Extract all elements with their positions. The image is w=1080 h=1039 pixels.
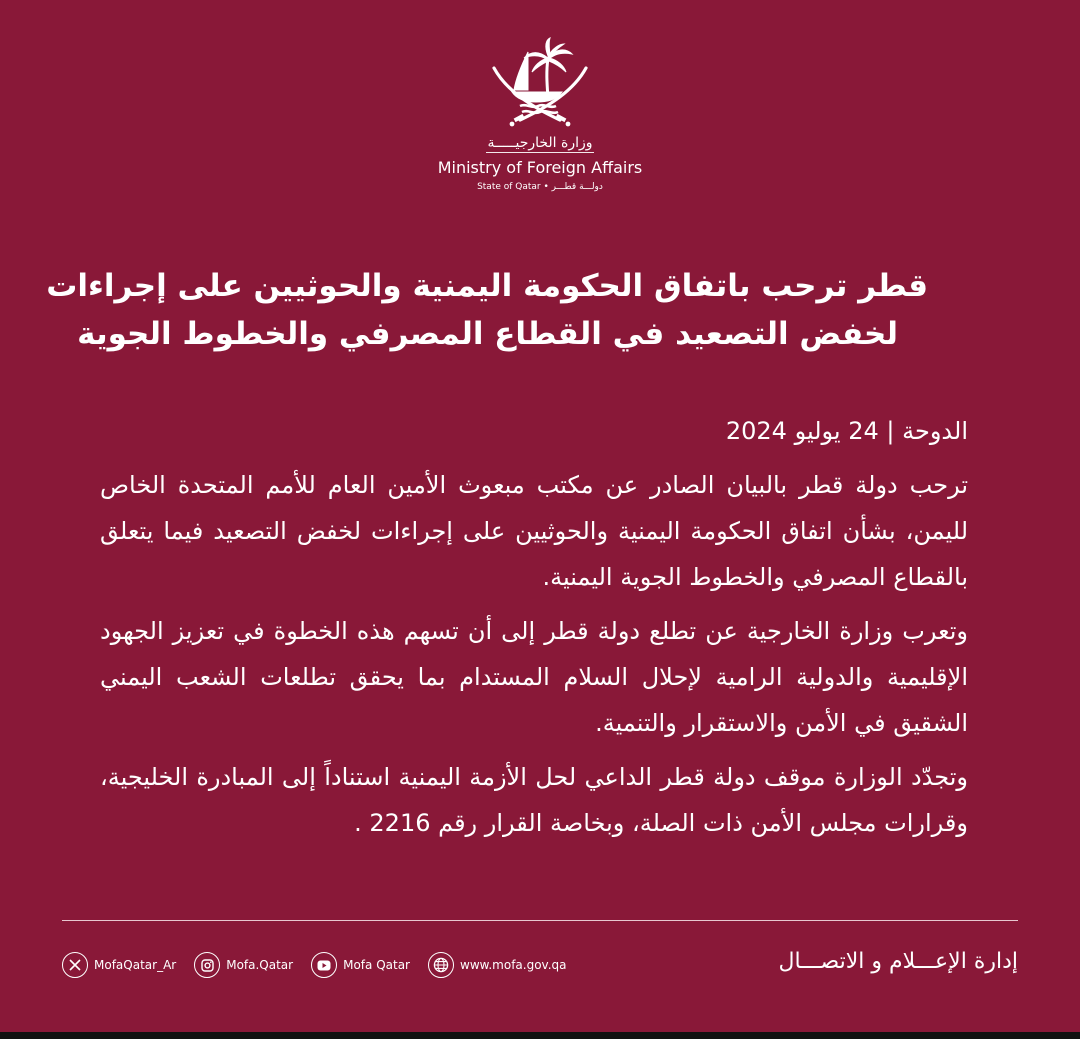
x-icon xyxy=(62,952,88,978)
media-department-label: إدارة الإعـــلام و الاتصـــال xyxy=(778,949,1018,974)
social-link-website[interactable] xyxy=(428,952,567,978)
social-label-instagram: Mofa.Qatar xyxy=(226,958,294,972)
ministry-name-arabic: وزارة الخارجيـــــة xyxy=(487,135,593,151)
body-paragraph-2: وتعرب وزارة الخارجية عن تطلع دولة قطر إلى أن تسهم هذه الخطوة في تعزيز الجهود الإقليمية والدولية الرامية لإحلال السلام المستدام بما يحقق تطلعات الشعب اليمني الشقيق في الأمن والاستقرار والتنمية. xyxy=(100,617,968,737)
qatar-emblem-icon xyxy=(490,36,590,128)
social-label-website: www.mofa.gov.qa xyxy=(460,958,567,972)
press-release-body xyxy=(100,408,968,854)
footer-divider xyxy=(62,920,1018,921)
ministry-divider xyxy=(486,152,594,153)
state-of-qatar-label: State of Qatar • دولـــة قطـــر xyxy=(477,182,603,192)
social-label-youtube: Mofa Qatar xyxy=(343,958,410,972)
headline-line-2: لخفض التصعيد في القطاع المصرفي والخطوط الجوية xyxy=(77,316,898,352)
bottom-edge xyxy=(0,1032,1080,1039)
social-label-x: MofaQatar_Ar xyxy=(94,958,177,972)
ministry-name-english: Ministry of Foreign Affairs xyxy=(437,158,643,177)
social-link-x[interactable] xyxy=(62,952,176,978)
instagram-icon xyxy=(194,952,220,978)
youtube-icon xyxy=(311,952,337,978)
social-link-youtube[interactable] xyxy=(311,952,410,978)
press-release-headline xyxy=(46,262,928,358)
body-paragraph-1: ترحب دولة قطر بالبيان الصادر عن مكتب مبعوث الأمين العام للأمم المتحدة الخاص لليمن، بشأن اتفاق الحكومة اليمنية والحوثيين على إجراءات لخفض التصعيد فيما يتعلق بالقطاع المصرفي والخطوط الجوية اليمنية. xyxy=(100,471,968,591)
dateline: الدوحة | 24 يوليو 2024 xyxy=(725,417,968,445)
social-links xyxy=(62,952,585,978)
social-link-instagram[interactable] xyxy=(194,952,293,978)
globe-icon xyxy=(428,952,454,978)
headline-line-1: قطر ترحب باتفاق الحكومة اليمنية والحوثيين على إجراءات xyxy=(46,268,928,304)
body-paragraph-3: وتجدّد الوزارة موقف دولة قطر الداعي لحل الأزمة اليمنية استناداً إلى المبادرة الخليجية، وقرارات مجلس الأمن ذات الصلة، وبخاصة القرار رقم 2216 . xyxy=(100,763,968,837)
